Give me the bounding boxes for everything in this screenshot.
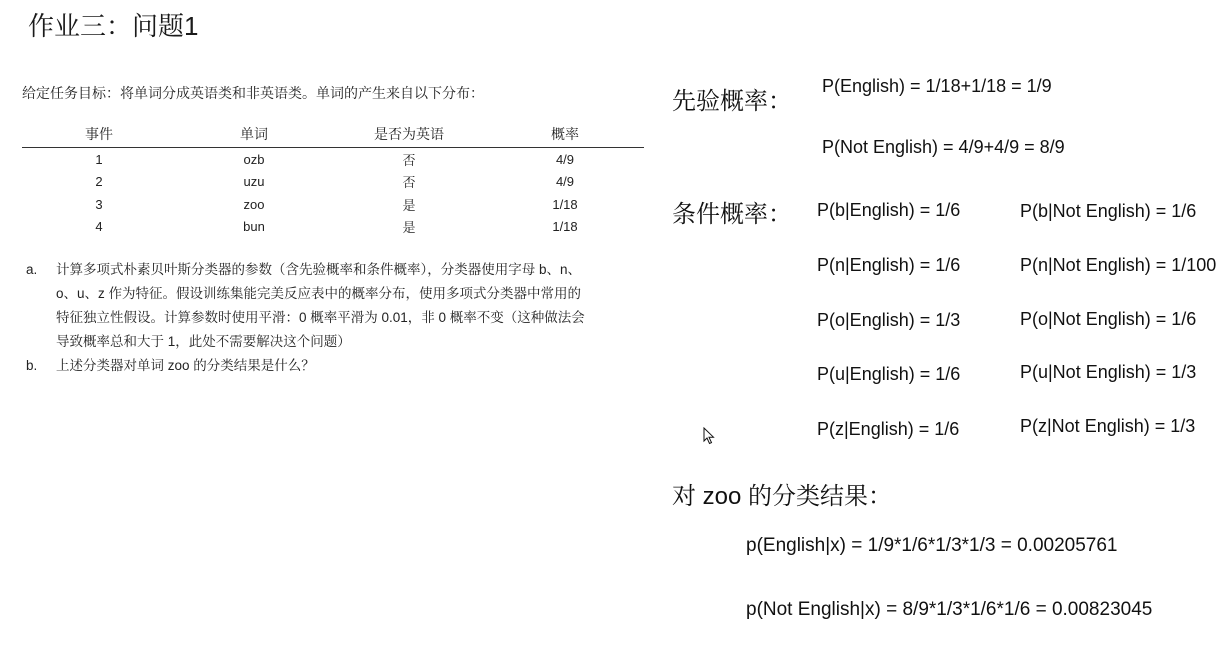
cell-is-english: 否 bbox=[402, 152, 416, 168]
task-intro: 给定任务目标：将单词分成英语类和非英语类。单词的产生来自以下分布： bbox=[22, 85, 484, 101]
page-title: 作业三：问题1 bbox=[28, 11, 199, 41]
result-heading: 对 zoo 的分类结果： bbox=[672, 483, 893, 510]
header-probability: 概率 bbox=[486, 124, 644, 148]
prior-not-english: P(Not English) = 4/9+4/9 = 8/9 bbox=[822, 137, 1065, 157]
result-english: p(English|x) = 1/9*1/6*1/3*1/3 = 0.00205761 bbox=[746, 535, 1118, 556]
question-a-label: a. bbox=[26, 262, 38, 277]
question-a-line-2: o、u、z 作为特征。假设训练集能完美反应表中的概率分布，使用多项式分类器中常用的 bbox=[56, 286, 582, 301]
table-header-row bbox=[22, 124, 644, 148]
cell-word: bun bbox=[243, 219, 265, 235]
question-a bbox=[22, 258, 647, 354]
question-list bbox=[22, 258, 647, 378]
cond-english-n: P(n|English) = 1/6 bbox=[817, 255, 961, 275]
cell-is-english: 否 bbox=[402, 175, 416, 191]
cell-word: ozb bbox=[243, 151, 265, 167]
table-row bbox=[22, 148, 644, 171]
question-b-label: b. bbox=[26, 358, 38, 373]
cond-english-o: P(o|English) = 1/3 bbox=[817, 310, 961, 330]
cell-word: uzu bbox=[243, 174, 265, 190]
mouse-pointer-icon bbox=[703, 427, 715, 445]
cell-probability: 4/9 bbox=[555, 151, 575, 167]
header-is-english: 是否为英语 bbox=[332, 124, 486, 148]
table-row bbox=[22, 171, 644, 194]
cond-not-english-b: P(b|Not English) = 1/6 bbox=[1020, 201, 1197, 221]
conditional-heading: 条件概率： bbox=[672, 201, 792, 228]
cell-is-english: 是 bbox=[402, 220, 416, 236]
cell-event: 2 bbox=[95, 174, 103, 190]
header-event: 事件 bbox=[22, 124, 176, 148]
cell-word: zoo bbox=[243, 196, 265, 212]
distribution-table bbox=[22, 124, 644, 238]
cell-event: 3 bbox=[95, 196, 103, 212]
cell-probability: 1/18 bbox=[552, 196, 578, 212]
cond-not-english-n: P(n|Not English) = 1/100 bbox=[1020, 255, 1217, 275]
header-word: 单词 bbox=[176, 124, 332, 148]
cond-not-english-u: P(u|Not English) = 1/3 bbox=[1020, 362, 1197, 382]
cond-english-z: P(z|English) = 1/6 bbox=[817, 419, 960, 439]
cell-probability: 4/9 bbox=[555, 174, 575, 190]
cell-event: 1 bbox=[95, 151, 103, 167]
cond-english-u: P(u|English) = 1/6 bbox=[817, 364, 961, 384]
prior-english: P(English) = 1/18+1/18 = 1/9 bbox=[822, 76, 1052, 96]
cond-not-english-o: P(o|Not English) = 1/6 bbox=[1020, 309, 1197, 329]
cell-is-english: 是 bbox=[402, 197, 416, 213]
result-not-english: p(Not English|x) = 8/9*1/3*1/6*1/6 = 0.00823045 bbox=[746, 599, 1153, 620]
question-a-line-1: 计算多项式朴素贝叶斯分类器的参数（含先验概率和条件概率），分类器使用字母 b、n、 bbox=[56, 262, 582, 277]
prior-heading: 先验概率： bbox=[672, 88, 792, 115]
question-b bbox=[22, 354, 647, 378]
table-row bbox=[22, 193, 644, 216]
question-b-text: 上述分类器对单词 zoo 的分类结果是什么？ bbox=[56, 358, 315, 373]
cond-not-english-z: P(z|Not English) = 1/3 bbox=[1020, 416, 1196, 436]
cell-probability: 1/18 bbox=[552, 219, 578, 235]
cell-event: 4 bbox=[95, 219, 103, 235]
question-a-line-3: 特征独立性假设。计算参数时使用平滑：0 概率平滑为 0.01，非 0 概率不变（这种做法会 bbox=[56, 310, 585, 325]
cond-english-b: P(b|English) = 1/6 bbox=[817, 200, 961, 220]
table-row bbox=[22, 216, 644, 239]
question-a-line-4: 导致概率总和大于 1，此处不需要解决这个问题） bbox=[56, 334, 351, 349]
